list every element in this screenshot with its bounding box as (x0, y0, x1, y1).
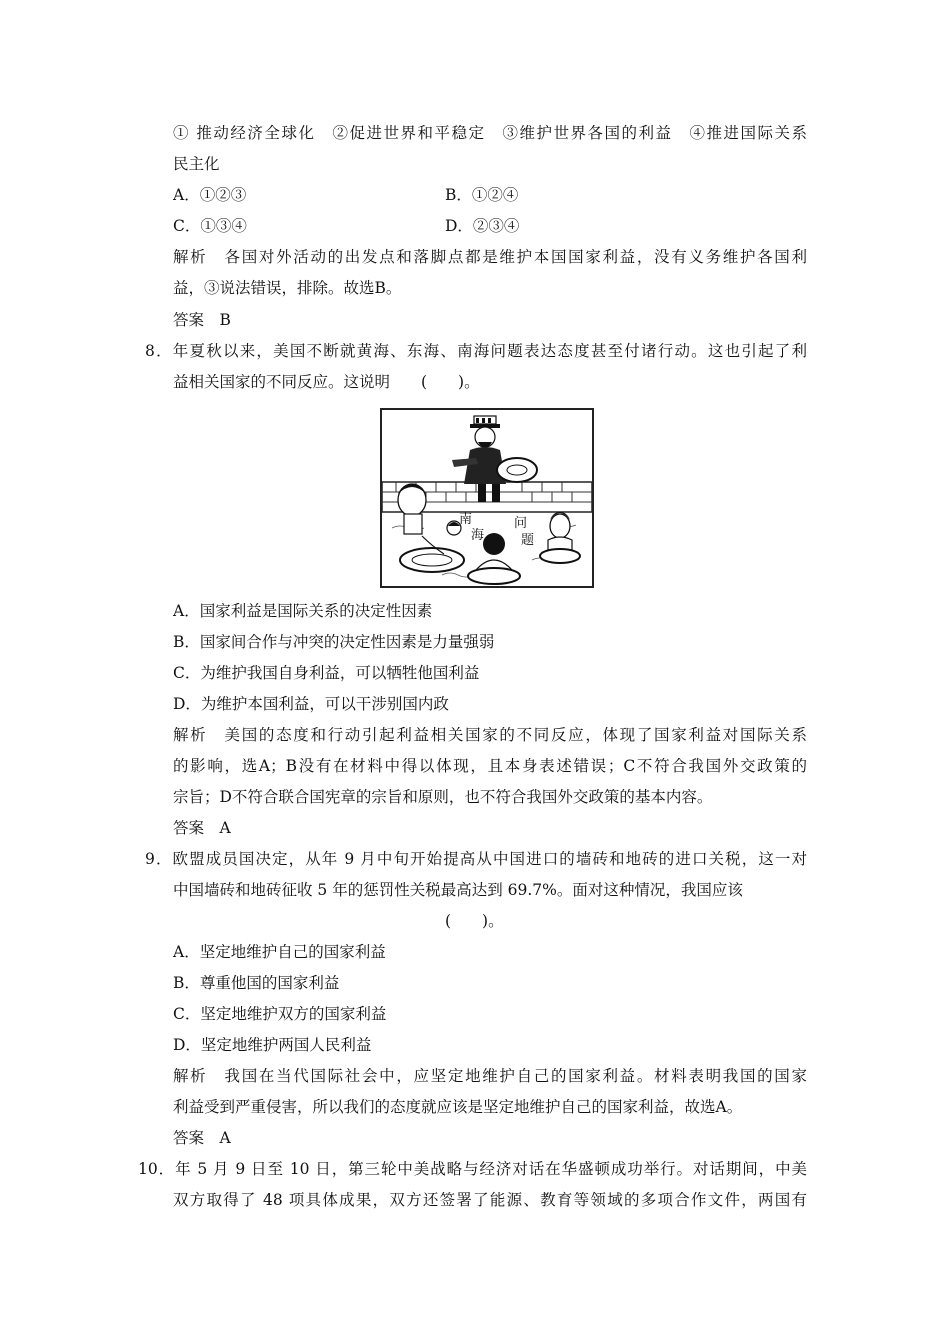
cartoon-label-ti: 题 (521, 533, 535, 548)
q7-choice-c: C．①③④ (173, 217, 247, 235)
q8-analysis: 解析 美国的态度和行动引起利益相关国家的不同反应，体现了国家利益对国际关系 (173, 726, 807, 744)
q7-analysis: 解析 各国对外活动的出发点和落脚点都是维护本国国家利益，没有义务维护各国利 (173, 248, 807, 266)
q9-choice-d: D．坚定地维护两国人民利益 (173, 1036, 372, 1054)
cartoon-label-hai: 海 (471, 528, 485, 543)
q8-choice-d: D．为维护本国利益，可以干涉别国内政 (173, 695, 449, 713)
q8-answer: 答案 A (173, 819, 231, 837)
q7-choice-a: A．①②③ (173, 186, 247, 204)
q10-stem: 10．年 5 月 9 日至 10 日，第三轮中美战略与经济对话在华盛顿成功举行。对话期间，中美 (138, 1160, 807, 1178)
q8-analysis-cont-2: 宗旨；D不符合联合国宪章的宗旨和原则，也不符合我国外交政策的基本内容。 (173, 788, 713, 806)
q8-stem-cont: 益相关国家的不同反应。这说明 ( )。 (173, 373, 480, 391)
q8-choice-a: A．国家利益是国际关系的决定性因素 (173, 602, 433, 620)
q8-analysis-cont: 的影响，选A；B没有在材料中得以体现，且本身表述错误；C不符合我国外交政策的 (173, 757, 807, 775)
q8-choice-b: B．国家间合作与冲突的决定性因素是力量强弱 (173, 633, 495, 651)
q7-answer: 答案 B (173, 311, 231, 329)
q8-stem: 8．年夏秋以来，美国不断就黄海、东海、南海问题表达态度甚至付诸行动。这也引起了利 (145, 342, 807, 360)
q7-choice-d: D．②③④ (445, 217, 520, 235)
q9-choice-a: A．坚定地维护自己的国家利益 (173, 943, 386, 961)
q9-analysis-cont: 利益受到严重侵害，所以我们的态度就应该是坚定地维护自己的国家利益，故选A。 (173, 1098, 743, 1116)
q9-stem-cont: 中国墙砖和地砖征收 5 年的惩罚性关税最高达到 69.7%。面对这种情况，我国应该 (173, 881, 743, 899)
q7-options-line: ① 推动经济全球化 ②促进世界和平稳定 ③维护世界各国的利益 ④推进国际关系 (173, 124, 807, 142)
q9-choice-b: B．尊重他国的国家利益 (173, 974, 340, 992)
q9-analysis: 解析 我国在当代国际社会中，应坚定地维护自己的国家利益。材料表明我国的国家 (173, 1067, 807, 1085)
q8-choice-c: C．为维护我国自身利益，可以牺牲他国利益 (173, 664, 480, 682)
q7-analysis-cont: 益，③说法错误，排除。故选B。 (173, 279, 402, 297)
q9-stem-blank: ( )。 (445, 912, 504, 930)
q7-choice-b: B．①②④ (445, 186, 519, 204)
q9-stem: 9．欧盟成员国决定，从年 9 月中旬开始提高从中国进口的墙砖和地砖的进口关税，这一对 (145, 850, 807, 868)
q9-answer: 答案 A (173, 1129, 231, 1147)
cartoon-label-nan: 南 (459, 512, 473, 527)
q10-stem-cont: 双方取得了 48 项具体成果，双方还签署了能源、教育等领域的多项合作文件，两国有 (173, 1191, 807, 1209)
q9-choice-c: C．坚定地维护双方的国家利益 (173, 1005, 387, 1023)
q8-cartoon-image (380, 408, 594, 588)
q7-options-line-cont: 民主化 (173, 155, 220, 173)
cartoon-label-wen: 问 (514, 516, 528, 531)
